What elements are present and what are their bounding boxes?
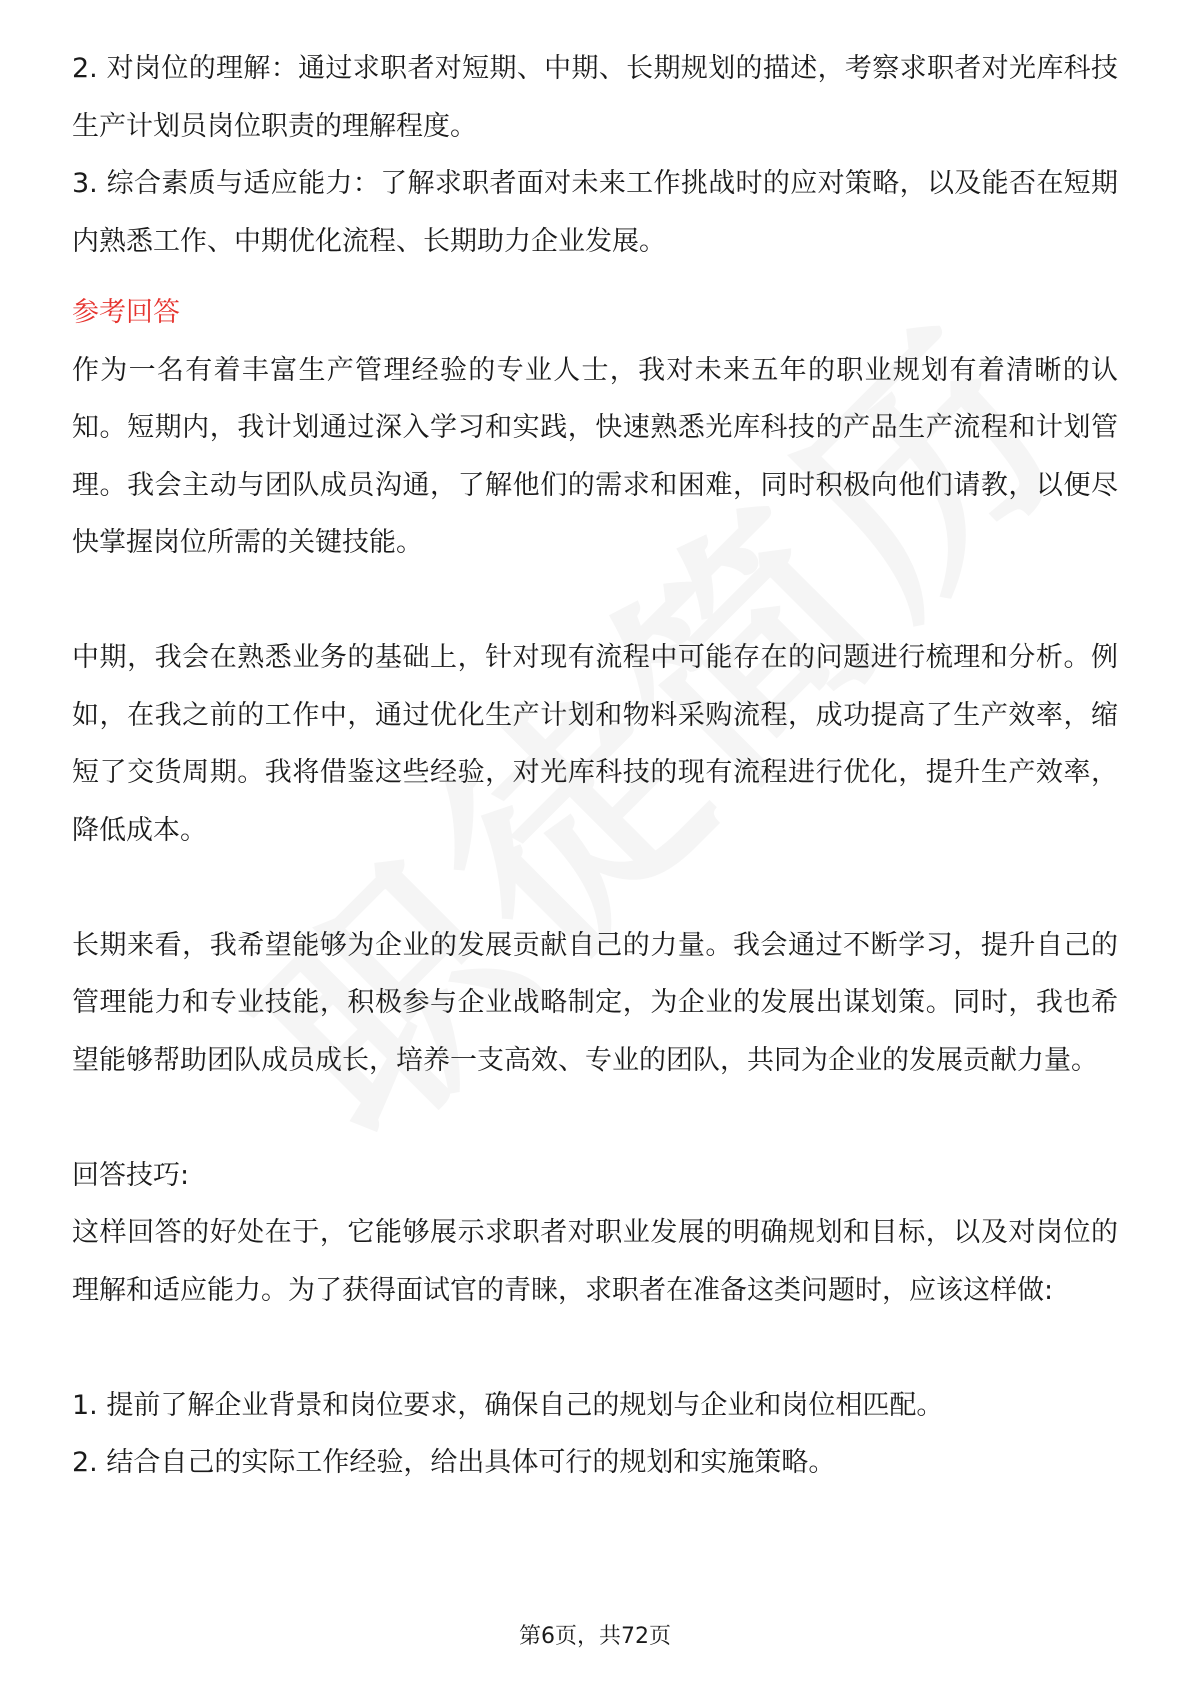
answer-tips-label: 回答技巧: xyxy=(72,1159,190,1191)
paragraph-tips: 这样回答的好处在于，它能够展示求职者对职业发展的明确规划和目标，以及对岗位的理解和适应能力。为了获得面试官的青睐，求职者在准备这类问题时，应该这样做: xyxy=(72,1217,1118,1306)
paragraph-gap xyxy=(72,859,1118,917)
list-item-tip-2: 2. 结合自己的实际工作经验，给出具体可行的规划和实施策略。 xyxy=(72,1447,836,1478)
paragraph-gap xyxy=(72,572,1118,630)
paragraph-long-term: 长期来看，我希望能够为企业的发展贡献自己的力量。我会通过不断学习，提升自己的管理能力和专业技能，积极参与企业战略制定，为企业的发展出谋划策。同时，我也希望能够帮助团队成员成长，培养一支高效、专业的团队，共同为企业的发展贡献力量。 xyxy=(72,929,1118,1076)
paragraph-gap xyxy=(72,1089,1118,1147)
list-item-adaptability: 3. 综合素质与适应能力：了解求职者面对未来工作挑战时的应对策略，以及能否在短期内熟悉工作、中期优化流程、长期助力企业发展。 xyxy=(72,168,1118,257)
document-body xyxy=(72,40,1118,1492)
section-heading-reference-answer: 参考回答 xyxy=(72,297,180,328)
paragraph-gap xyxy=(72,1319,1118,1377)
list-item-understanding: 2. 对岗位的理解：通过求职者对短期、中期、长期规划的描述，考察求职者对光库科技生产计划员岗位职责的理解程度。 xyxy=(72,53,1118,142)
list-item-tip-1: 1. 提前了解企业背景和岗位要求，确保自己的规划与企业和岗位相匹配。 xyxy=(72,1389,944,1421)
paragraph-short-term: 作为一名有着丰富生产管理经验的专业人士，我对未来五年的职业规划有着清晰的认知。短期内，我计划通过深入学习和实践，快速熟悉光库科技的产品生产流程和计划管理。我会主动与团队成员沟通，了解他们的需求和困难，同时积极向他们请教，以便尽快掌握岗位所需的关键技能。 xyxy=(72,354,1118,558)
page-number: 第6页，共72页 xyxy=(519,1624,671,1649)
paragraph-mid-term: 中期，我会在熟悉业务的基础上，针对现有流程中可能存在的问题进行梳理和分析。例如，在我之前的工作中，通过优化生产计划和物料采购流程，成功提高了生产效率，缩短了交货周期。我将借鉴这些经验，对光库科技的现有流程进行优化，提升生产效率，降低成本。 xyxy=(72,642,1118,846)
